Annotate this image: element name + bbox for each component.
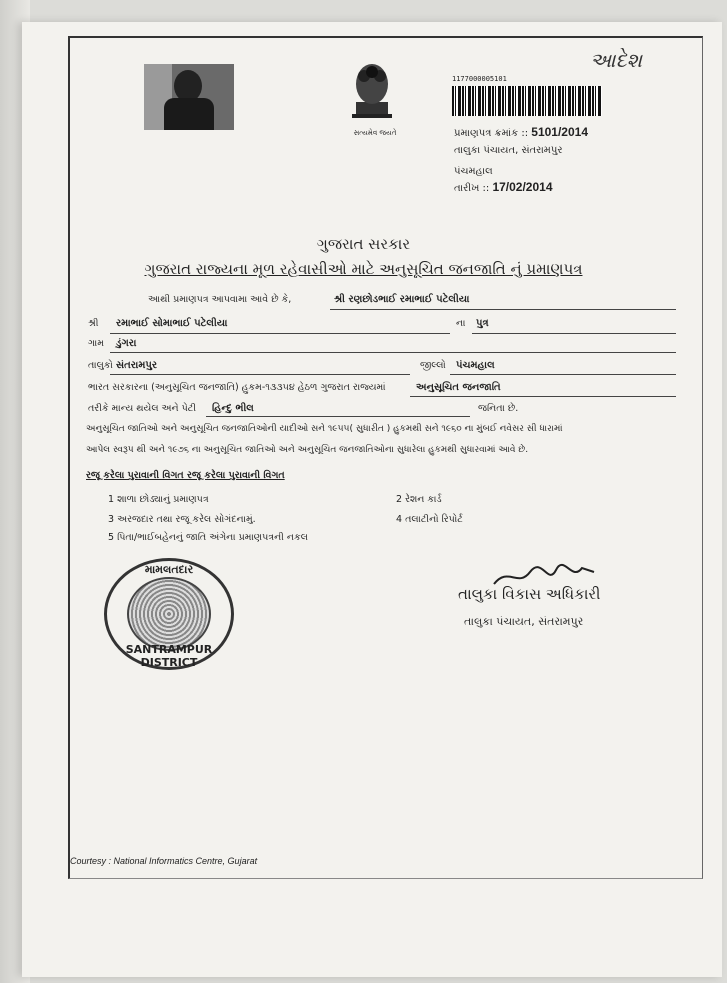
district-label: જીલ્લો — [420, 360, 446, 371]
taluka-underline — [110, 374, 410, 375]
paragraph-line-2: આપેલ સ્વરૂપ થી અને ૧૯૭૬ ના અનુસૂચિત જાતિઓ અને અનુસૂચિત જનજાતિઓના સુધારેલા હુકમથી સુધારવામાં આવે છે. — [86, 445, 529, 455]
taluka-label: તાલુકો — [88, 360, 113, 371]
village-underline — [110, 352, 676, 353]
paragraph-line-1: અનુસૂચિત જાતિઓ અને અનુસૂચિત જનજાતિઓની યાદીઓ સને ૧૯૫૫( સુધારીત ) હુકમથી સને ૧૯૬૦ ના મુંબઈ નવેસર સી ધારામાં — [86, 424, 563, 434]
father-underline — [110, 333, 450, 334]
taluka-value: સંતરામપુર — [116, 360, 158, 371]
issued-to-label: આથી પ્રમાણપત્ર આપવામા આવે છે કે, — [148, 294, 292, 305]
certificate-border — [68, 36, 703, 879]
district-value: પંચમહાલ — [456, 360, 495, 371]
courtesy-footer: Courtesy : National Informatics Centre, Gujarat — [70, 856, 258, 866]
issue-date: 17/02/2014 — [492, 180, 553, 194]
signatory-office: તાલુકા પંચાયત, સંતરામપુર — [464, 615, 584, 628]
national-emblem-icon — [342, 58, 402, 128]
title-certificate: ગુજરાત રાજ્યના મૂળ રહેવાસીઓ માટે અનુસૂચિત જનજાતિ નું પ્રમાણપત્ર — [144, 260, 583, 278]
relation-label: ના — [456, 318, 466, 329]
barcode-number: 1177000005101 — [452, 75, 507, 83]
proof-item: 3 અરજદાર તથા રજૂ કરેલ સોગંદનામું. — [108, 514, 256, 525]
proof-heading: રજૂ કરેલા પુરાવાની વિગત રજૂ કરેલા પુરાવાની વિગત — [86, 470, 285, 481]
proof-item: 4 તલાટીનો રિપોર્ટ — [396, 514, 463, 525]
title-government: ગુજરાત સરકાર — [316, 235, 411, 253]
relation-underline — [472, 333, 676, 334]
issued-to-underline — [330, 309, 676, 310]
seal-emblem-icon — [127, 577, 211, 651]
signatory-title: તાલુકા વિકાસ અધિકારી — [458, 585, 601, 603]
certificate-number-label: પ્રમાણપત્ર ક્રમાંક :: — [454, 128, 529, 139]
relation-value: પુત્ર — [476, 318, 489, 329]
order-text: ભારત સરકારના (અનુસૂચિત જનજાતિ) હુકમ-૧૩૩૫૪ હેઠળ ગુજરાત રાજ્યમાં — [88, 382, 386, 393]
certificate-number: 5101/2014 — [531, 125, 589, 139]
official-seal — [104, 558, 234, 670]
issuing-office: તાલુકા પંચાયત, સંતરામપુર — [454, 145, 563, 156]
proof-item: 5 પિતા/ભાઈબહેનનું જાતિ અંગેના પ્રમાણપત્રની નકલ — [108, 532, 308, 543]
village-value: ડુંગરા — [116, 338, 137, 349]
proof-item: 1 શાળા છોડ્યાનું પ્રમાણપત્ર — [108, 494, 209, 505]
caste-underline — [206, 416, 470, 417]
proof-item: 2 રેશન કાર્ડ — [396, 494, 442, 505]
issued-to-value: શ્રી રણછોડભાઈ રમાભાઈ પટેલીયા — [334, 294, 470, 305]
district-underline — [450, 374, 676, 375]
emblem-caption: સત્યમેવ જયતે — [353, 129, 397, 137]
date-row — [454, 180, 553, 194]
date-label: તારીખ :: — [454, 183, 490, 194]
barcode — [452, 86, 602, 116]
caste-value: હિન્દુ ભીલ — [212, 403, 254, 414]
handwritten-note: આદેશ — [590, 48, 643, 72]
father-name-value: રમાભાઈ સોમાભાઈ પટેલીયા — [116, 318, 228, 329]
caste-suffix: જનિતા છે. — [478, 403, 519, 414]
village-label: ગામ — [88, 338, 104, 349]
father-prefix: શ્રી — [88, 318, 99, 329]
applicant-photo — [144, 64, 234, 130]
issuing-district: પંચમહાલ — [454, 166, 493, 177]
order-underline — [410, 396, 676, 397]
seal-text-bottom: SANTRAMPUR DISTRICT — [125, 643, 213, 669]
caste-label: તરીકે માન્ય થયેલ અને પેટી — [88, 403, 197, 414]
order-value: અનુસૂચિત જનજાતિ — [416, 382, 501, 393]
certificate-number-row — [454, 125, 588, 139]
seal-text-top: મામલતદાર — [144, 563, 194, 576]
